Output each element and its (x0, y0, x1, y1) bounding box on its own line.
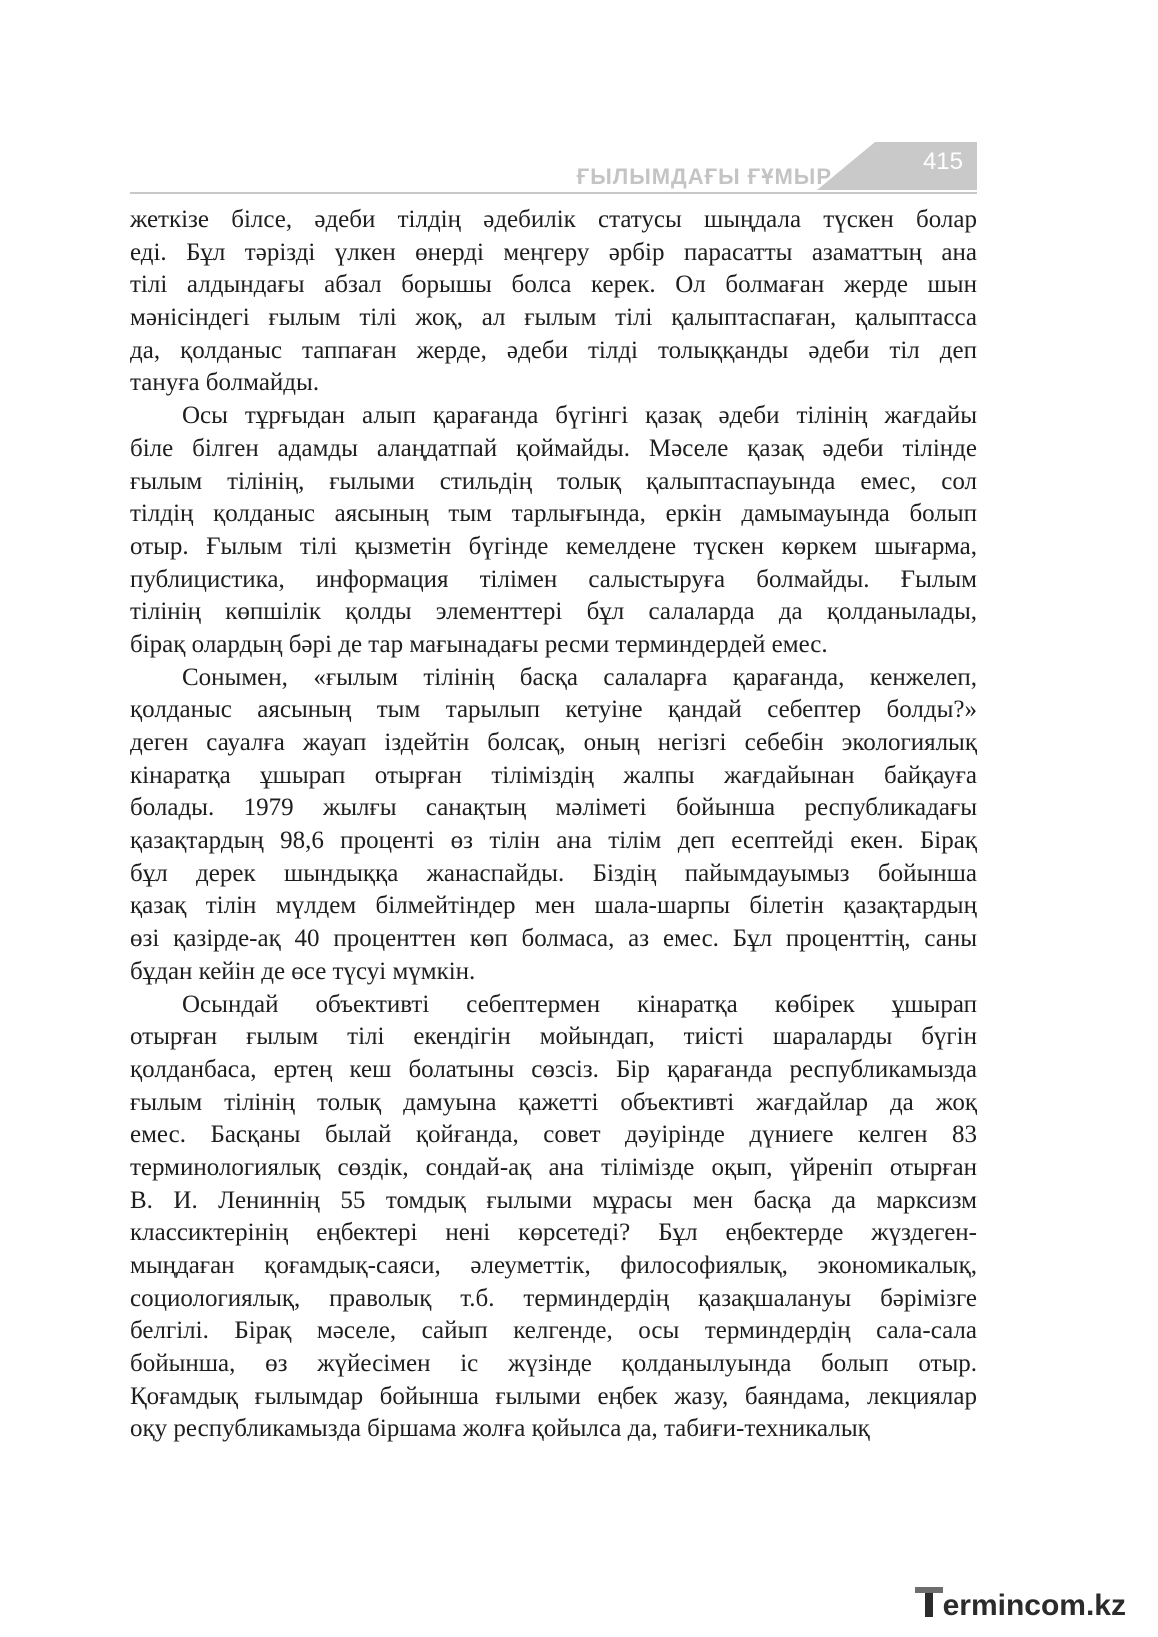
body-text (130, 204, 977, 1446)
text-line: белгілі. Бірақ мәселе, сайып келгенде, осы терминдердің сала-сала (130, 1317, 977, 1345)
text-line: болады. 1979 жылғы санақтың мәліметі бойынша республикадағы (130, 794, 977, 822)
text-line: ғылым тілінің толық дамуына қажетті объективті жағдайлар да жоқ (130, 1088, 977, 1116)
text-line: Сонымен, «ғылым тілінің басқа салаларға қарағанда, кенжелеп, (182, 663, 977, 691)
text-line: кінаратқа ұшырап отырған тіліміздің жалпы жағдайынан байқауға (130, 761, 977, 789)
text-line: отыр. Ғылым тілі қызметін бүгінде кемелдене түскен көркем шығарма, (130, 532, 977, 560)
text-line: жеткізе білсе, әдеби тілдің әдебилік статусы шыңдала түскен болар (130, 206, 977, 233)
text-line: оқу республикамызда біршама жолға қойылса да, табиғи-техникалық (130, 1415, 870, 1443)
text-line: бұдан кейін де өсе түсуі мүмкін. (130, 957, 476, 985)
text-line: емес. Басқаны былай қойғанда, совет дәуірінде дүниеге келген 83 (130, 1121, 977, 1149)
text-line: деген сауалға жауап іздейтін болсақ, оның негізгі себебін экологиялық (130, 729, 977, 756)
text-line: тілдің қолданыс аясының тым тарлығында, еркін дамымауында болып (130, 500, 977, 528)
text-line: еді. Бұл тәрізді үлкен өнерді меңгеру әрбір парасатты азаматтың ана (130, 238, 977, 266)
text-line: бірақ олардың бәрі де тар мағынадағы ресми терминдердей емес. (130, 630, 828, 658)
paragraph (130, 204, 977, 400)
text-line: да, қолданыс таппаған жерде, әдеби тілді толыққанды әдеби тіл деп (130, 336, 977, 364)
text-line: қазақтардың 98,6 проценті өз тілін ана тілім деп есептейді екен. Бірақ (130, 827, 977, 855)
termincom-logo-icon (915, 1585, 943, 1619)
text-line: Осындай объективті себептермен кінаратқа көбірек ұшырап (182, 990, 977, 1018)
watermark-text: ermincom.kz (942, 1589, 1126, 1622)
header-rule (130, 192, 977, 194)
text-line: классиктерінің еңбектері нені көрсетеді? Бұл еңбектерде жүздеген- (130, 1219, 977, 1247)
text-line: қолданыс аясының тым тарылып кетуіне қандай себептер болды?» (130, 696, 977, 724)
text-line: отырған ғылым тілі екендігін мойындап, тиісті шараларды бүгін (130, 1023, 977, 1051)
text-line: бойынша, өз жүйесімен іс жүзінде қолданылуында болып отыр. (130, 1350, 977, 1378)
text-line: біле білген адамды алаңдатпай қоймайды. Мәселе қазақ әдеби тілінде (130, 434, 977, 462)
paragraph (130, 989, 977, 1447)
watermark (915, 1585, 1126, 1625)
text-line: мыңдаған қоғамдық-саяси, әлеуметтік, философиялық, экономикалық, (130, 1252, 977, 1279)
text-line: қазақ тілін мүлдем білмейтіндер мен шала-шарпы білетін қазақтардың (130, 892, 977, 920)
text-line: өзі қазірде-ақ 40 проценттен көп болмаса, аз емес. Бұл проценттің, саны (130, 925, 977, 953)
paragraph (130, 400, 977, 662)
text-line: ғылым тілінің, ғылыми стильдің толық қалыптаспауында емес, сол (130, 467, 977, 495)
text-line: Осы тұрғыдан алып қарағанда бүгінгі қазақ әдеби тілінің жағдайы (182, 402, 977, 430)
running-title: ҒЫЛЫМДАҒЫ ҒҰМЫР (576, 164, 832, 189)
text-line: Қоғамдық ғылымдар бойынша ғылыми еңбек жазу, баяндама, лекциялар (130, 1382, 977, 1410)
text-line: тілі алдындағы абзал борышы болса керек. Ол болмаған жерде шын (130, 271, 977, 299)
text-line: мәнісіндегі ғылым тілі жоқ, ал ғылым тілі қалыптаспаған, қалыптасса (130, 304, 977, 332)
text-line: В. И. Лениннің 55 томдық ғылыми мұрасы мен басқа да марксизм (130, 1186, 977, 1214)
running-head (130, 142, 977, 196)
text-line: тілінің көпшілік қолды элементтері бұл салаларда да қолданылады, (130, 598, 977, 626)
text-line: бұл дерек шындыққа жанаспайды. Біздің пайымдауымыз бойынша (130, 859, 977, 887)
text-line: социологиялық, праволық т.б. терминдердің қазақшалануы бәрімізге (130, 1284, 977, 1312)
paragraph (130, 662, 977, 989)
text-line: публицистика, информация тілімен салыстыруға болмайды. Ғылым (130, 565, 977, 593)
page-number: 415 (922, 148, 963, 175)
text-line: тануға болмайды. (130, 369, 320, 397)
text-line: терминологиялық сөздік, сондай-ақ ана тілімізде оқып, үйреніп отырған (130, 1153, 977, 1181)
text-line: қолданбаса, ертең кеш болатыны сөзсіз. Бір қарағанда республикамызда (130, 1055, 977, 1083)
